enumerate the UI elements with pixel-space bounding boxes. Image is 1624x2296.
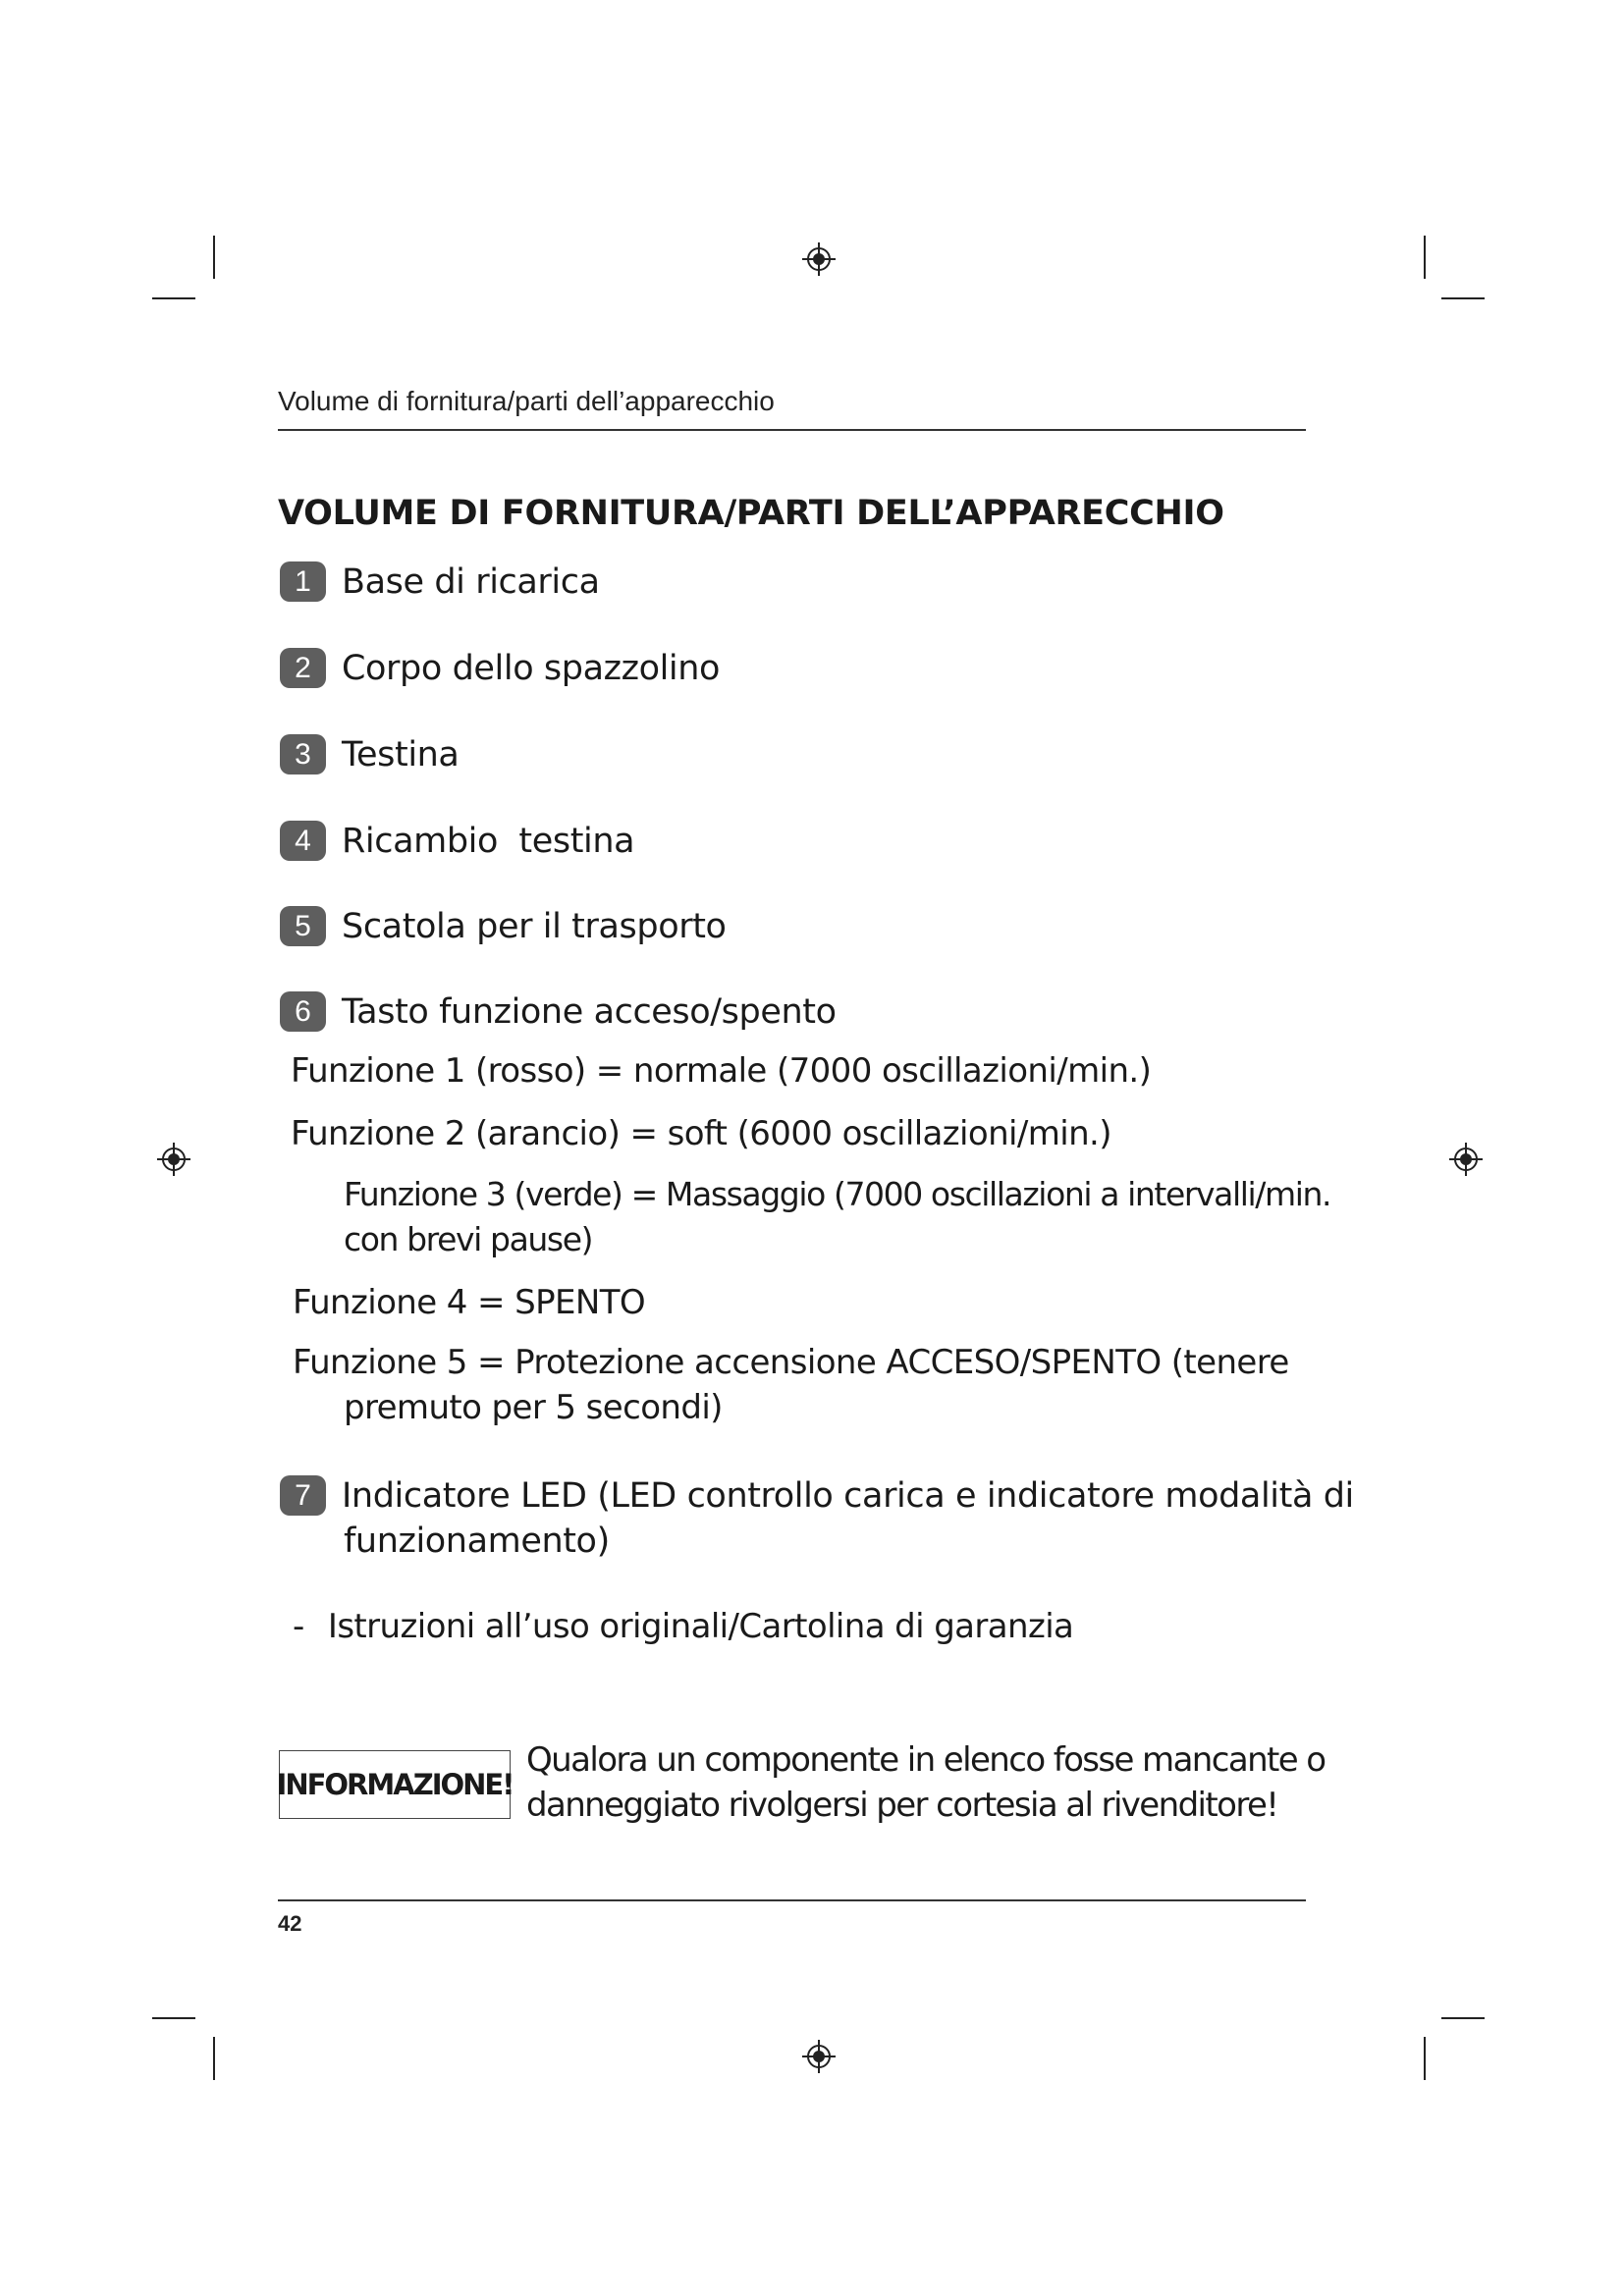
item-label: Scatola per il trasporto [342, 907, 727, 946]
item-label: Tasto funzione acceso/spento [342, 992, 837, 1032]
info-text [526, 1737, 1326, 1828]
item-number-badge: 2 [280, 648, 326, 688]
item-label: Corpo dello spazzolino [342, 649, 721, 688]
registration-mark-icon [801, 241, 837, 277]
list-item [280, 989, 837, 1035]
registration-mark-icon [1448, 1142, 1484, 1177]
function-line: Funzione 4 = SPENTO [293, 1283, 646, 1322]
function-line: Funzione 2 (arancio) = soft (6000 oscillazioni/min.) [291, 1114, 1111, 1153]
footer-rule [278, 1899, 1306, 1901]
function-line [293, 1340, 1289, 1430]
item-label-cont: funzionamento) [344, 1522, 610, 1561]
list-item [280, 560, 600, 605]
function-text: Funzione 3 (verde) = Massaggio (7000 oscillazioni a intervalli/min. [344, 1175, 1331, 1213]
crop-mark-bottom-right-h [1441, 2017, 1485, 2019]
function-text-cont: con brevi pause) [344, 1220, 593, 1258]
function-text: Funzione 5 = Protezione accensione ACCESO/SPENTO (tenere [293, 1343, 1289, 1382]
header-rule [278, 429, 1306, 431]
dash-bullet: - [293, 1607, 304, 1646]
list-item [280, 646, 720, 691]
item-label [342, 1473, 1354, 1564]
section-title: VOLUME DI FORNITURA/PARTI DELL’APPARECCHIO [278, 494, 1224, 533]
crop-mark-top-right-h [1441, 297, 1485, 299]
item-label: Testina [342, 735, 460, 774]
item-label: Ricambio testina [342, 822, 635, 861]
function-line [344, 1172, 1330, 1262]
crop-mark-bottom-left-v [213, 2037, 215, 2080]
crop-mark-bottom-left-h [152, 2017, 195, 2019]
info-line: Qualora un componente in elenco fosse mancante o [526, 1740, 1326, 1780]
item-label: Base di ricarica [342, 562, 600, 602]
info-line: danneggiato rivolgersi per cortesia al rivenditore! [526, 1786, 1278, 1825]
list-item [280, 904, 727, 949]
extra-item [293, 1604, 1073, 1649]
registration-mark-icon [156, 1142, 191, 1177]
item-number-badge: 4 [280, 821, 326, 861]
info-badge: INFORMAZIONE! [279, 1750, 511, 1819]
crop-mark-top-left-h [152, 297, 195, 299]
item-number-badge: 7 [280, 1475, 326, 1516]
crop-mark-top-right-v [1424, 236, 1426, 279]
item-number-badge: 1 [280, 561, 326, 602]
extra-item-text: Istruzioni all’uso originali/Cartolina di garanzia [327, 1607, 1074, 1646]
list-item [280, 732, 459, 777]
item-number-badge: 5 [280, 906, 326, 946]
page-number: 42 [278, 1911, 302, 1936]
function-line: Funzione 1 (rosso) = normale (7000 oscillazioni/min.) [291, 1051, 1152, 1091]
registration-mark-icon [801, 2039, 837, 2074]
list-item [280, 819, 634, 864]
running-header: Volume di fornitura/parti dell’apparecchio [278, 386, 775, 416]
crop-mark-bottom-right-v [1424, 2037, 1426, 2080]
function-text-cont: premuto per 5 secondi) [344, 1388, 723, 1427]
item-number-badge: 3 [280, 734, 326, 774]
list-item [280, 1473, 1354, 1564]
crop-mark-top-left-v [213, 236, 215, 279]
item-number-badge: 6 [280, 991, 326, 1032]
item-label-line: Indicatore LED (LED controllo carica e indicatore modalità di [342, 1476, 1354, 1516]
